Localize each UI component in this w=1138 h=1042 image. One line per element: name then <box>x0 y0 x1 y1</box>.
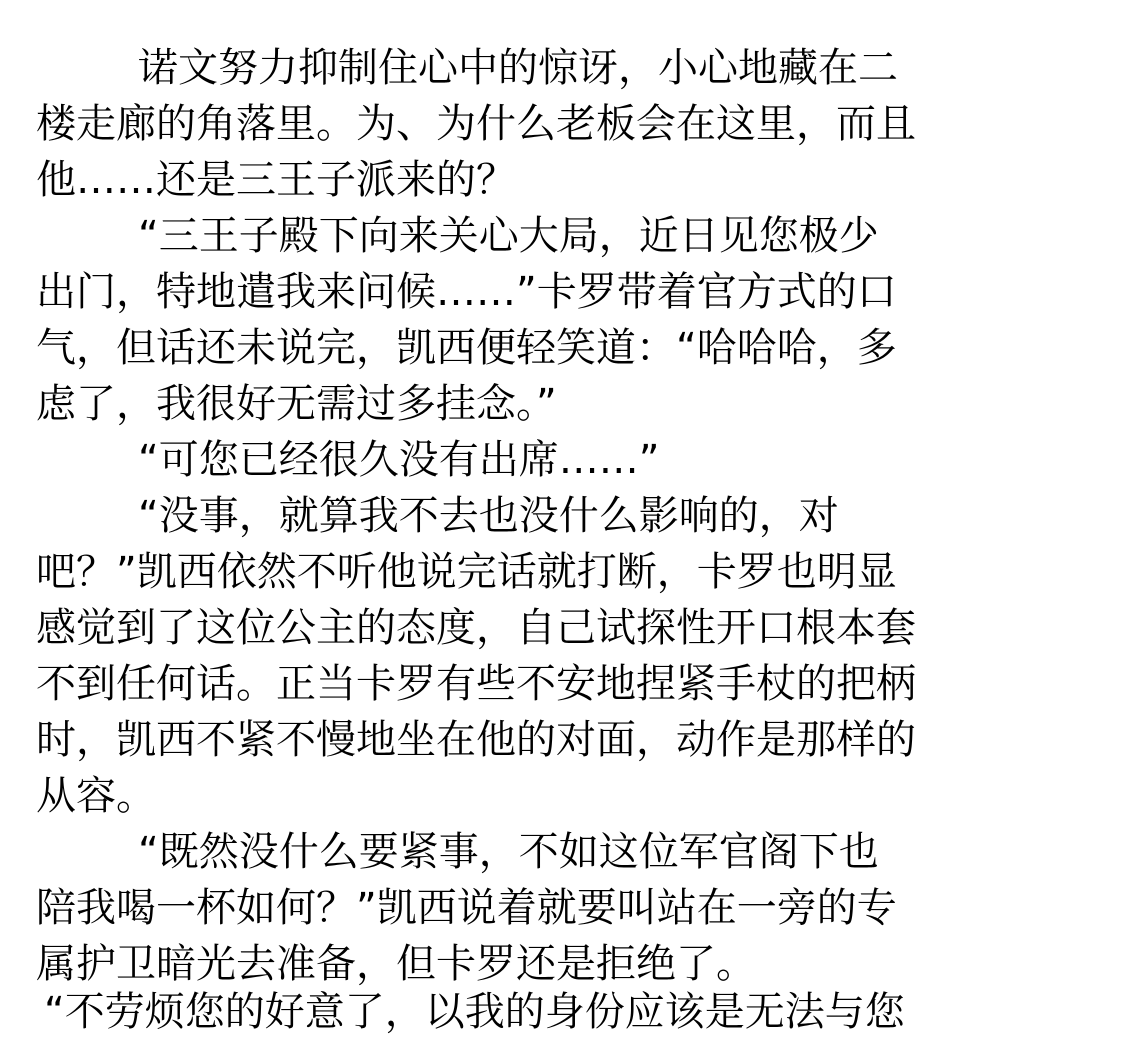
text-line: 出门，特地遣我来问候……”卡罗带着官方式的口 <box>36 269 897 315</box>
text-line: “可您已经很久没有出席……” <box>138 437 660 483</box>
text-line: 属护卫暗光去准备，但卡罗还是拒绝了。 <box>36 941 756 987</box>
text-line: 气，但话还未说完，凯西便轻笑道：“哈哈哈，多 <box>36 325 897 371</box>
text-line: “不劳烦您的好意了，以我的身份应该是无法与您 <box>44 989 905 1035</box>
text-line: “没事，就算我不去也没什么影响的，对 <box>138 493 839 539</box>
text-line: 楼走廊的角落里。为、为什么老板会在这里，而且 <box>36 101 916 147</box>
text-line: 诺文努力抑制住心中的惊讶，小心地藏在二 <box>138 45 898 91</box>
text-line: 陪我喝一杯如何？”凯西说着就要叫站在一旁的专 <box>36 885 897 931</box>
text-line: “既然没什么要紧事，不如这位军官阁下也 <box>138 829 879 875</box>
text-line: 虑了，我很好无需过多挂念。” <box>36 381 557 427</box>
text-line: 从容。 <box>36 773 156 819</box>
text-line: 不到任何话。正当卡罗有些不安地捏紧手杖的把柄 <box>36 661 916 707</box>
text-line: “三王子殿下向来关心大局，近日见您极少 <box>138 213 879 259</box>
text-line: 时，凯西不紧不慢地坐在他的对面，动作是那样的 <box>36 717 916 763</box>
text-line: 他……还是三王子派来的？ <box>36 157 516 203</box>
text-line: 感觉到了这位公主的态度，自己试探性开口根本套 <box>36 605 916 651</box>
text-line: 吧？”凯西依然不听他说完话就打断，卡罗也明显 <box>36 549 897 595</box>
